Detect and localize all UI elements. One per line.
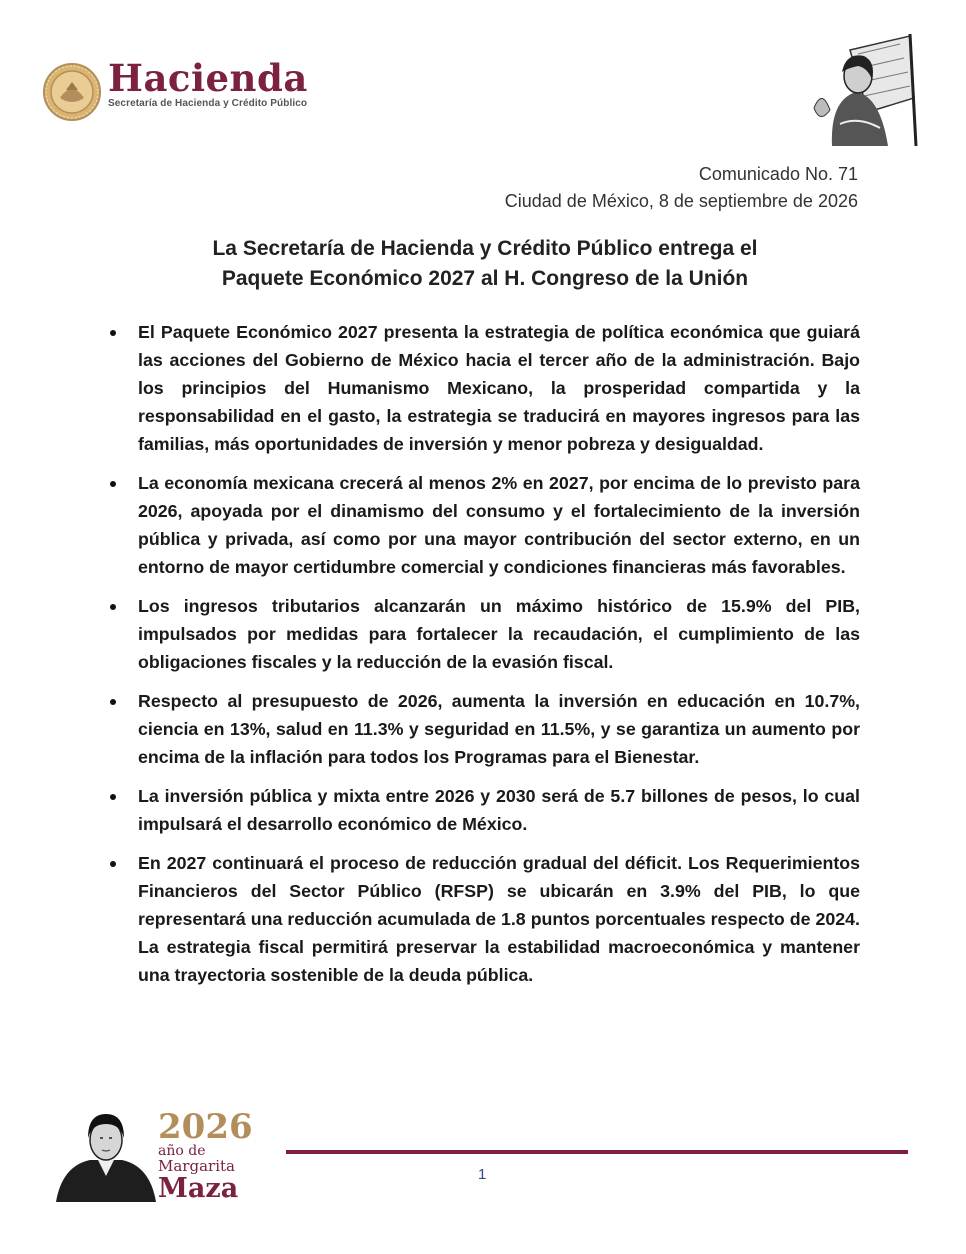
bullet-item	[110, 592, 860, 676]
footer-divider	[286, 1150, 908, 1154]
bullet-item	[110, 469, 860, 581]
letterhead	[0, 0, 966, 150]
bullet-text: El Paquete Económico 2027 presenta la estrategia de política económica que guiará las acciones del Gobierno de México hacia el tercer año de la administración. Bajo los principios del Humanismo Mexicano, la prosperidad compartida y la responsabilidad en el gasto, la estrategia se traducirá en mayores ingresos para las familias, más oportunidades de inversión y menor pobreza y desigualdad.	[138, 322, 860, 454]
bullet-icon	[110, 330, 116, 336]
brand-name: Hacienda	[108, 56, 308, 100]
bullet-icon	[110, 604, 116, 610]
anio-de-label: año de	[158, 1143, 206, 1159]
bullet-list	[110, 318, 860, 1000]
bullet-icon	[110, 699, 116, 705]
bullet-icon	[110, 481, 116, 487]
page-number: 1	[478, 1166, 487, 1183]
brand-subtitle: Secretaría de Hacienda y Crédito Público	[108, 98, 308, 109]
place-date: Ciudad de México, 8 de septiembre de 2026	[504, 191, 858, 211]
brand-block	[108, 58, 308, 109]
bullet-icon	[110, 861, 116, 867]
bullet-item	[110, 687, 860, 771]
bullet-item	[110, 782, 860, 838]
margarita-maza-portrait-icon	[56, 1106, 156, 1202]
bullet-text: Respecto al presupuesto de 2026, aumenta la inversión en educación en 10.7%, ciencia en 13%, salud en 11.3% y seguridad en 11.5%, y se garantiza un aumento por encima de la inflación para todos los Programas para el Bienestar.	[138, 691, 860, 767]
year-logo	[158, 1107, 268, 1204]
bullet-text: En 2027 continuará el proceso de reducción gradual del déficit. Los Requerimientos Financieros del Sector Público (RFSP) se ubicarán en 3.9% del PIB, lo que representará una reducción acumulada de 1.8 puntos porcentuales respecto de 2024. La estrategia fiscal permitirá preservar la estabilidad macroeconómica y mantener una trayectoria sostenible de la deuda pública.	[138, 853, 860, 985]
year-label: 2026	[158, 1107, 253, 1147]
bullet-text: Los ingresos tributarios alcanzarán un máximo histórico de 15.9% del PIB, impulsados por medidas para fortalecer la recaudación, el cumplimiento de las obligaciones fiscales y la reducción de la evasión fiscal.	[138, 596, 860, 672]
communique-number: Comunicado No. 71	[698, 164, 858, 184]
name-last-label: Maza	[158, 1173, 239, 1204]
bullet-item	[110, 318, 860, 458]
headline	[100, 234, 870, 294]
communique-info	[505, 161, 858, 215]
national-seal-icon	[42, 62, 102, 122]
headline-line-1: La Secretaría de Hacienda y Crédito Público entrega el	[212, 237, 758, 260]
headline-line-2: Paquete Económico 2027 al H. Congreso de la Unión	[221, 267, 749, 290]
bullet-text: La inversión pública y mixta entre 2026 y 2030 será de 5.7 billones de pesos, lo cual impulsará el desarrollo económico de México.	[138, 786, 860, 834]
heroine-illustration-icon	[810, 28, 922, 148]
bullet-item	[110, 849, 860, 989]
name-first-label: Margarita	[158, 1157, 235, 1175]
bullet-icon	[110, 794, 116, 800]
bullet-text: La economía mexicana crecerá al menos 2% en 2027, por encima de lo previsto para 2026, apoyada por el dinamismo del consumo y el fortalecimiento de la inversión pública y privada, así como por una mayor contribución del sector externo, en un entorno de mayor certidumbre comercial y condiciones financieras más favorables.	[138, 473, 860, 577]
